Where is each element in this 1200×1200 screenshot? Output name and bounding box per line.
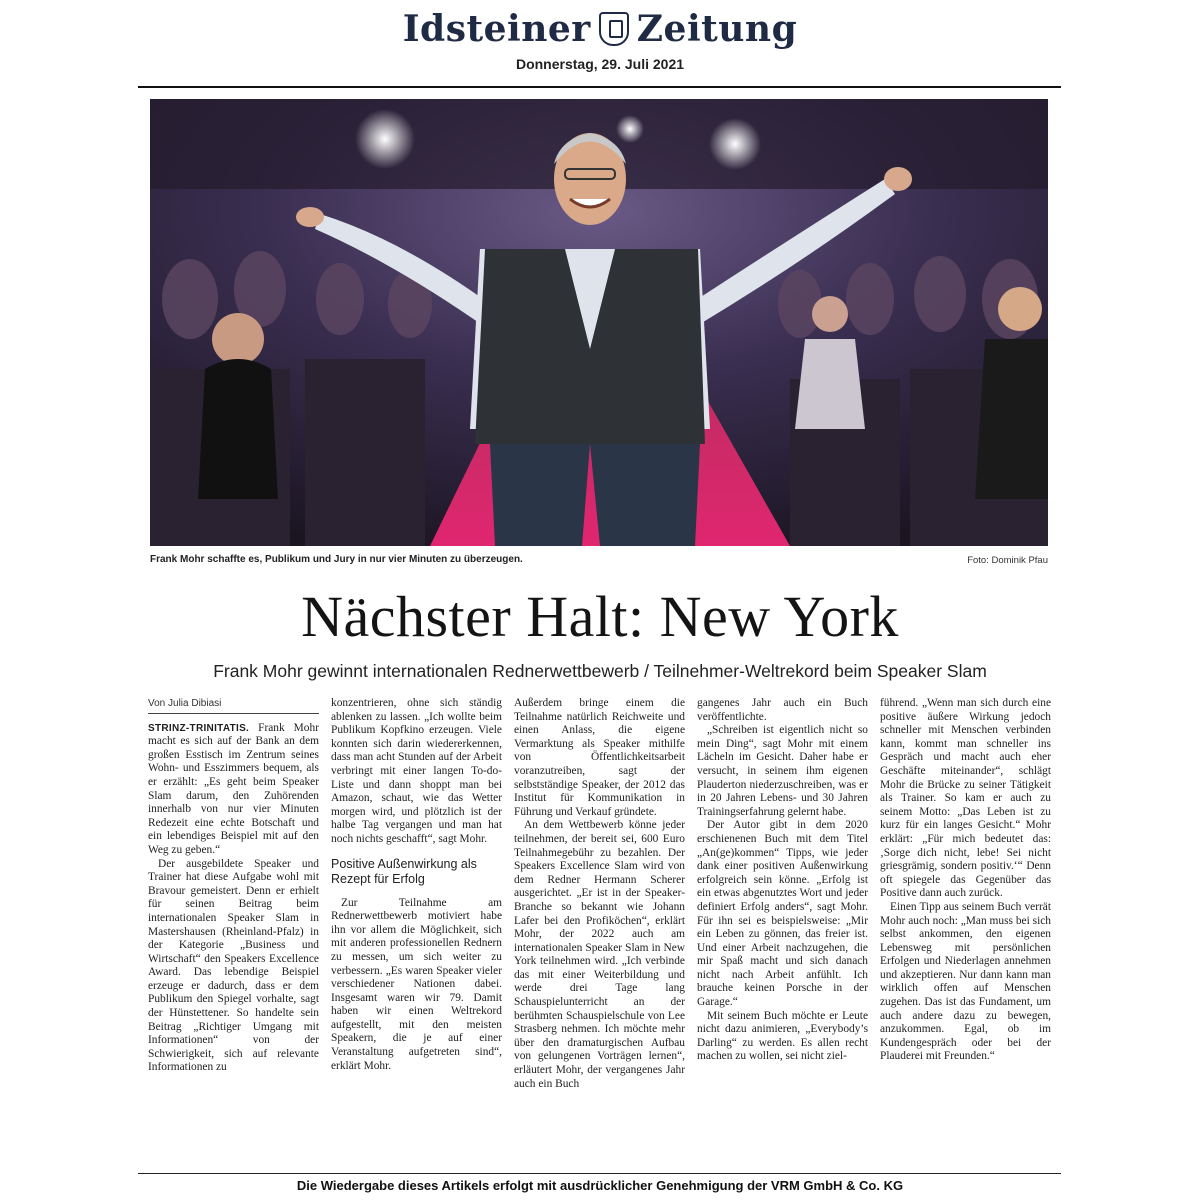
article-paragraph	[148, 722, 319, 858]
article-column-4	[697, 697, 868, 1064]
article-column-1	[148, 697, 319, 1075]
article-paragraph: Der ausgebildete Speaker und Trainer hat diese Aufgabe wohl mit Bravour gemeistert. Denn er erhielt für seinen Beitrag beim internationalen Speaker Slam in Mastershausen (Rheinland-Pfalz) in der Kategorie „Business und Wirtschaft“ den Speakers Excellence Award. Das lebendige Beispiel erzeuge er dadurch, dass er dem Publikum den Spiegel vorhalte, sagt der Hünstettener. So handelte sein Beitrag „Richtiger Umgang mit Informationen“ von der Schwierigkeit, sich auf relevante Informationen zu	[148, 857, 319, 1074]
article-column-3	[514, 697, 685, 1091]
byline: Von Julia Dibiasi	[148, 697, 319, 714]
masthead-divider	[138, 86, 1061, 88]
masthead-word-left: Idsteiner	[402, 8, 591, 50]
issue-date: Donnerstag, 29. Juli 2021	[515, 56, 685, 72]
article-paragraph: An dem Wettbewerb könne jeder teilnehmen, der bereit sei, 600 Euro Teilnahmegebühr zu bezahlen. Der Speakers Excellence Slam wird von dem Redner Hermann Scherer ausgerichtet. „Er ist in der Speaker-Branche so bekannt wie Johann Lafer bei den Profiköchen“, erklärt Mohr, der 2022 auch am internationalen Speaker Slam in New York teilnehmen wird. „Ich verbinde das mit einer Weiterbildung und werde drei Tage lang Schauspielunterricht an der berühmten Schauspielschule von Lee Strasberg nehmen. Ich möchte mehr über den dramaturgischen Aufbau von gelungenen Vorträgen lernen“, erläutert Mohr, der vergangenes Jahr auch ein Buch	[514, 819, 685, 1090]
newspaper-masthead	[0, 8, 1200, 72]
city-crest-icon	[599, 12, 629, 46]
article-paragraph: Mit seinem Buch möchte er Leute nicht dazu animieren, „Everybody’s Darling“ zu werden. Es allen recht machen zu wollen, sei nicht ziel-	[697, 1009, 868, 1063]
article-paragraph: Einen Tipp aus seinem Buch verrät Mohr auch noch: „Man muss bei sich selbst ankommen, den eigenen Lebensweg mit persönlichen Erfolgen und Niederlagen annehmen und akzeptieren. Nur dann kann man wirklich offen auf Menschen zugehen. Das ist das Fundament, um auch andere dazu zu bewegen, anzukommen. Egal, ob im Kundengespräch oder bei der Plauderei mit Freunden.“	[880, 900, 1051, 1063]
article-column-5	[880, 697, 1051, 1064]
masthead-word-right: Zeitung	[636, 8, 798, 50]
article-headline: Nächster Halt: New York	[301, 584, 899, 649]
stage-photo-illustration	[150, 99, 1048, 546]
photo-caption: Frank Mohr schaffte es, Publikum und Jury in nur vier Minuten zu überzeugen.	[150, 554, 523, 565]
article-paragraph: Der Autor gibt in dem 2020 erschienenen Buch mit dem Titel „An(ge)kommen“ Tipps, wie jeder dank einer positiven Außenwirkung erfolgreich sein könne. „Erfolg ist ein etwas abgenutztes Wort und jeder definiert Erfolg anders“, sagt Mohr. Für ihn sei es beispielsweise: „Mir ein Leben zu gönnen, das freier ist. Und einer Arbeit nachzugehen, die mir Spaß macht und sich danach nicht nach Arbeit anfühlt. Ich brauche keinen Porsche in der Garage.“	[697, 819, 868, 1009]
article-paragraph: konzentrieren, ohne sich ständig ablenken zu lassen. „Ich wollte beim Publikum Kopfkino erzeugen. Viele konnten sich darin wiedererkennen, dass man acht Stunden auf der Arbeit verbringt mit einer langen To-do-Liste und dann shoppt man bei Amazon, schaut, wie das Wetter morgen wird, und plötzlich ist der halbe Tag vergangen und man hat noch nichts geschafft“, sagt Mohr.	[331, 697, 502, 845]
article-subheadline: Frank Mohr gewinnt internationalen Rednerwettbewerb / Teilnehmer-Weltrekord beim Speaker Slam	[213, 661, 987, 681]
paragraph-text: Frank Mohr macht es sich auf der Bank an dem großen Esstisch im Zentrum seines Wohn- und Esszimmers bequem, als er erzählt: „Es geht beim Speaker Slam darum, den Zuhörenden innerhalb von nur vier Minuten Redezeit eine echte Botschaft und ein lebendiges Beispiel mit auf den Weg zu geben.“	[148, 721, 319, 856]
photo-credit: Foto: Dominik Pfau	[967, 555, 1048, 566]
dateline: STRINZ-TRINITATIS.	[148, 722, 250, 734]
article-paragraph: führend. „Wenn man sich durch eine positive äußere Wirkung jedoch schneller mit Menschen verbinden kann, kommt man schneller ins Gespräch und macht auch eher Geschäfte miteinander“, schlägt Mohr die Brücke zu seiner Tätigkeit als Trainer. So kam er auch zu seinem Motto: „Das Leben ist zu kurz für ein langes Gesicht.“ Mohr erklärt: „Für mich bedeutet das: ‚Sorge dich nicht, lebe! Sei nicht griesgrämig, sondern positiv.‘“ Denn oft spiegele das Gegenüber das Positive dann auch zurück.	[880, 697, 1051, 900]
article-paragraph: Zur Teilnahme am Rednerwettbewerb motiviert habe ihn vor allem die Möglichkeit, sich mit anderen professionellen Rednern zu messen, um sich weiter zu verbessern. „Es waren Speaker vieler verschiedener Nationen dabei. Insgesamt waren wir 79. Damit haben wir einen Weltrekord aufgestellt, mit den meisten Speakern, die je auf einer Veranstaltung aufgetreten sind“, erklärt Mohr.	[331, 896, 502, 1072]
article-photo	[150, 99, 1048, 546]
article-column-2	[331, 697, 502, 1073]
article-body	[148, 697, 1051, 1169]
article-paragraph: „Schreiben ist eigentlich nicht so mein Ding“, sagt Mohr mit einem Lächeln im Gesicht. Daher habe er versucht, in seinem ihm eigenen Plauderton niederzuschreiben, was er in 20 Jahren Lebens- und 30 Jahren Trainingserfahrung gelernt habe.	[697, 724, 868, 818]
newspaper-title	[403, 8, 798, 50]
reprint-notice: Die Wiedergabe dieses Artikels erfolgt mit ausdrücklicher Genehmigung der VRM GmbH & Co. KG	[296, 1178, 904, 1193]
article-paragraph: Außerdem bringe einem die Teilnahme natürlich Reichweite und einen Anlass, die eigene Vermarktung als Speaker mithilfe von Öffentlichkeitsarbeit voranzutreiben, sagt der selbstständige Speaker, der 2012 das Institut für Kommunikation in Führung und Verkauf gründete.	[514, 697, 685, 818]
footer-divider	[138, 1173, 1061, 1174]
article-paragraph: gangenes Jahr auch ein Buch veröffentlichte.	[697, 697, 868, 723]
section-heading: Positive Außenwirkung als Rezept für Erfolg	[331, 856, 477, 886]
